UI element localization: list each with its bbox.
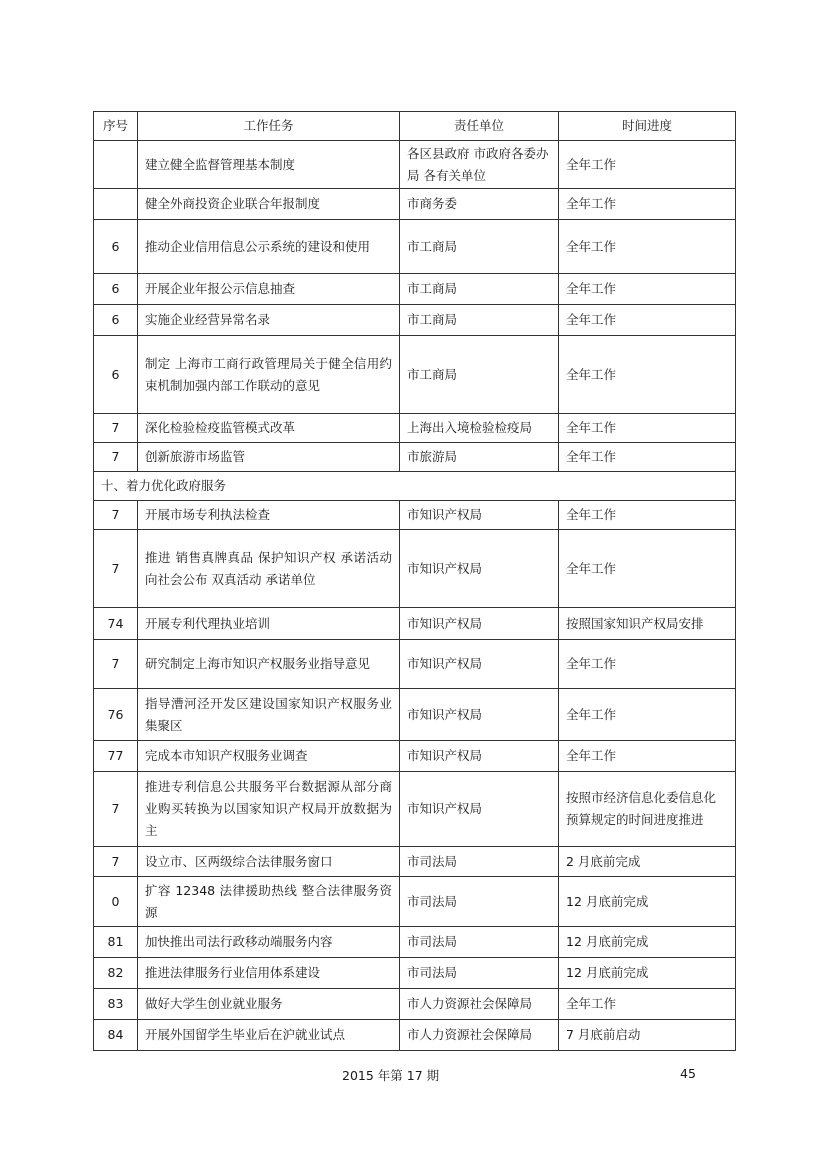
row-unit: 市工商局	[400, 274, 559, 305]
row-serial: 6	[94, 336, 138, 414]
row-serial: 77	[94, 741, 138, 772]
row-unit: 市商务委	[400, 189, 559, 220]
table-row	[94, 189, 736, 220]
row-serial: 7	[94, 443, 138, 472]
table-row	[94, 640, 736, 689]
row-task: 设立市、区两级综合法律服务窗口	[138, 847, 400, 877]
row-task: 加快推出司法行政移动端服务内容	[138, 927, 400, 958]
row-serial: 6	[94, 305, 138, 336]
row-schedule: 全年工作	[559, 689, 736, 741]
page-number: 45	[680, 1066, 696, 1081]
row-unit: 市知识产权局	[400, 741, 559, 772]
row-unit: 市知识产权局	[400, 530, 559, 608]
row-serial: 7	[94, 847, 138, 877]
row-schedule: 全年工作	[559, 189, 736, 220]
row-task: 研究制定上海市知识产权服务业指导意见	[138, 640, 400, 689]
row-task: 推进法律服务行业信用体系建设	[138, 958, 400, 989]
row-schedule: 全年工作	[559, 640, 736, 689]
row-unit: 市司法局	[400, 927, 559, 958]
row-schedule: 全年工作	[559, 336, 736, 414]
header-unit: 责任单位	[400, 112, 559, 141]
row-serial: 82	[94, 958, 138, 989]
table-row	[94, 689, 736, 741]
table-row	[94, 741, 736, 772]
row-task: 深化检验检疫监管模式改革	[138, 414, 400, 443]
row-task: 建立健全监督管理基本制度	[138, 141, 400, 189]
row-schedule: 全年工作	[559, 530, 736, 608]
row-task: 实施企业经营异常名录	[138, 305, 400, 336]
row-unit: 市司法局	[400, 877, 559, 927]
row-serial	[94, 141, 138, 189]
row-task: 健全外商投资企业联合年报制度	[138, 189, 400, 220]
row-unit: 市知识产权局	[400, 689, 559, 741]
row-unit: 上海出入境检验检疫局	[400, 414, 559, 443]
row-serial: 0	[94, 877, 138, 927]
table-row	[94, 927, 736, 958]
row-schedule: 12 月底前完成	[559, 877, 736, 927]
row-task: 开展企业年报公示信息抽查	[138, 274, 400, 305]
row-task: 创新旅游市场监管	[138, 443, 400, 472]
table-row	[94, 274, 736, 305]
row-unit: 市人力资源社会保障局	[400, 1020, 559, 1051]
table-row	[94, 141, 736, 189]
row-schedule: 全年工作	[559, 305, 736, 336]
row-schedule: 按照国家知识产权局安排	[559, 608, 736, 640]
row-serial: 7	[94, 772, 138, 847]
row-task: 推动企业信用信息公示系统的建设和使用	[138, 220, 400, 274]
table-row	[94, 501, 736, 530]
table-row	[94, 772, 736, 847]
table-row	[94, 530, 736, 608]
row-task: 推进 销售真牌真品 保护知识产权 承诺活动 向社会公布 双真活动 承诺单位	[138, 530, 400, 608]
row-schedule: 7 月底前启动	[559, 1020, 736, 1051]
table-row	[94, 336, 736, 414]
row-schedule: 全年工作	[559, 141, 736, 189]
table-row	[94, 608, 736, 640]
header-serial: 序号	[94, 112, 138, 141]
table-row	[94, 877, 736, 927]
row-serial	[94, 189, 138, 220]
row-unit: 市司法局	[400, 847, 559, 877]
row-serial: 7	[94, 640, 138, 689]
row-schedule: 全年工作	[559, 414, 736, 443]
row-schedule: 全年工作	[559, 443, 736, 472]
row-unit: 市知识产权局	[400, 772, 559, 847]
row-serial: 6	[94, 220, 138, 274]
row-task: 做好大学生创业就业服务	[138, 989, 400, 1020]
table-row	[94, 958, 736, 989]
row-schedule: 全年工作	[559, 741, 736, 772]
row-task: 开展外国留学生毕业后在沪就业试点	[138, 1020, 400, 1051]
row-schedule: 全年工作	[559, 501, 736, 530]
row-schedule: 按照市经济信息化委信息化预算规定的时间进度推进	[559, 772, 736, 847]
row-task: 完成本市知识产权服务业调查	[138, 741, 400, 772]
row-unit: 各区县政府 市政府各委办局 各有关单位	[400, 141, 559, 189]
row-unit: 市工商局	[400, 220, 559, 274]
row-task: 推进专利信息公共服务平台数据源从部分商业购买转换为以国家知识产权局开放数据为主	[138, 772, 400, 847]
table-row	[94, 220, 736, 274]
table-row	[94, 305, 736, 336]
row-unit: 市旅游局	[400, 443, 559, 472]
header-task: 工作任务	[138, 112, 400, 141]
row-serial: 76	[94, 689, 138, 741]
row-serial: 83	[94, 989, 138, 1020]
table-row	[94, 847, 736, 877]
row-serial: 7	[94, 530, 138, 608]
table-row	[94, 443, 736, 472]
row-unit: 市知识产权局	[400, 640, 559, 689]
row-serial: 7	[94, 501, 138, 530]
row-unit: 市工商局	[400, 305, 559, 336]
row-serial: 84	[94, 1020, 138, 1051]
row-schedule: 12 月底前完成	[559, 927, 736, 958]
row-task: 扩容 12348 法律援助热线 整合法律服务资源	[138, 877, 400, 927]
issue-label: 2015 年第 17 期	[342, 1068, 440, 1083]
row-schedule: 2 月底前完成	[559, 847, 736, 877]
row-task: 制定 上海市工商行政管理局关于健全信用约束机制加强内部工作联动的意见	[138, 336, 400, 414]
row-unit: 市人力资源社会保障局	[400, 989, 559, 1020]
table-row	[94, 414, 736, 443]
row-schedule: 全年工作	[559, 989, 736, 1020]
section-title: 十、着力优化政府服务	[94, 472, 736, 501]
row-task: 指导漕河泾开发区建设国家知识产权服务业集聚区	[138, 689, 400, 741]
row-unit: 市司法局	[400, 958, 559, 989]
row-schedule: 全年工作	[559, 220, 736, 274]
row-unit: 市知识产权局	[400, 501, 559, 530]
row-serial: 7	[94, 414, 138, 443]
row-task: 开展专利代理执业培训	[138, 608, 400, 640]
section-row	[94, 472, 736, 501]
row-schedule: 12 月底前完成	[559, 958, 736, 989]
row-task: 开展市场专利执法检查	[138, 501, 400, 530]
header-schedule: 时间进度	[559, 112, 736, 141]
table-header-row	[94, 112, 736, 141]
work-task-table	[93, 111, 735, 1051]
table-row	[94, 1020, 736, 1051]
row-serial: 74	[94, 608, 138, 640]
row-serial: 81	[94, 927, 138, 958]
row-unit: 市知识产权局	[400, 608, 559, 640]
table-row	[94, 989, 736, 1020]
row-schedule: 全年工作	[559, 274, 736, 305]
row-serial: 6	[94, 274, 138, 305]
row-unit: 市工商局	[400, 336, 559, 414]
